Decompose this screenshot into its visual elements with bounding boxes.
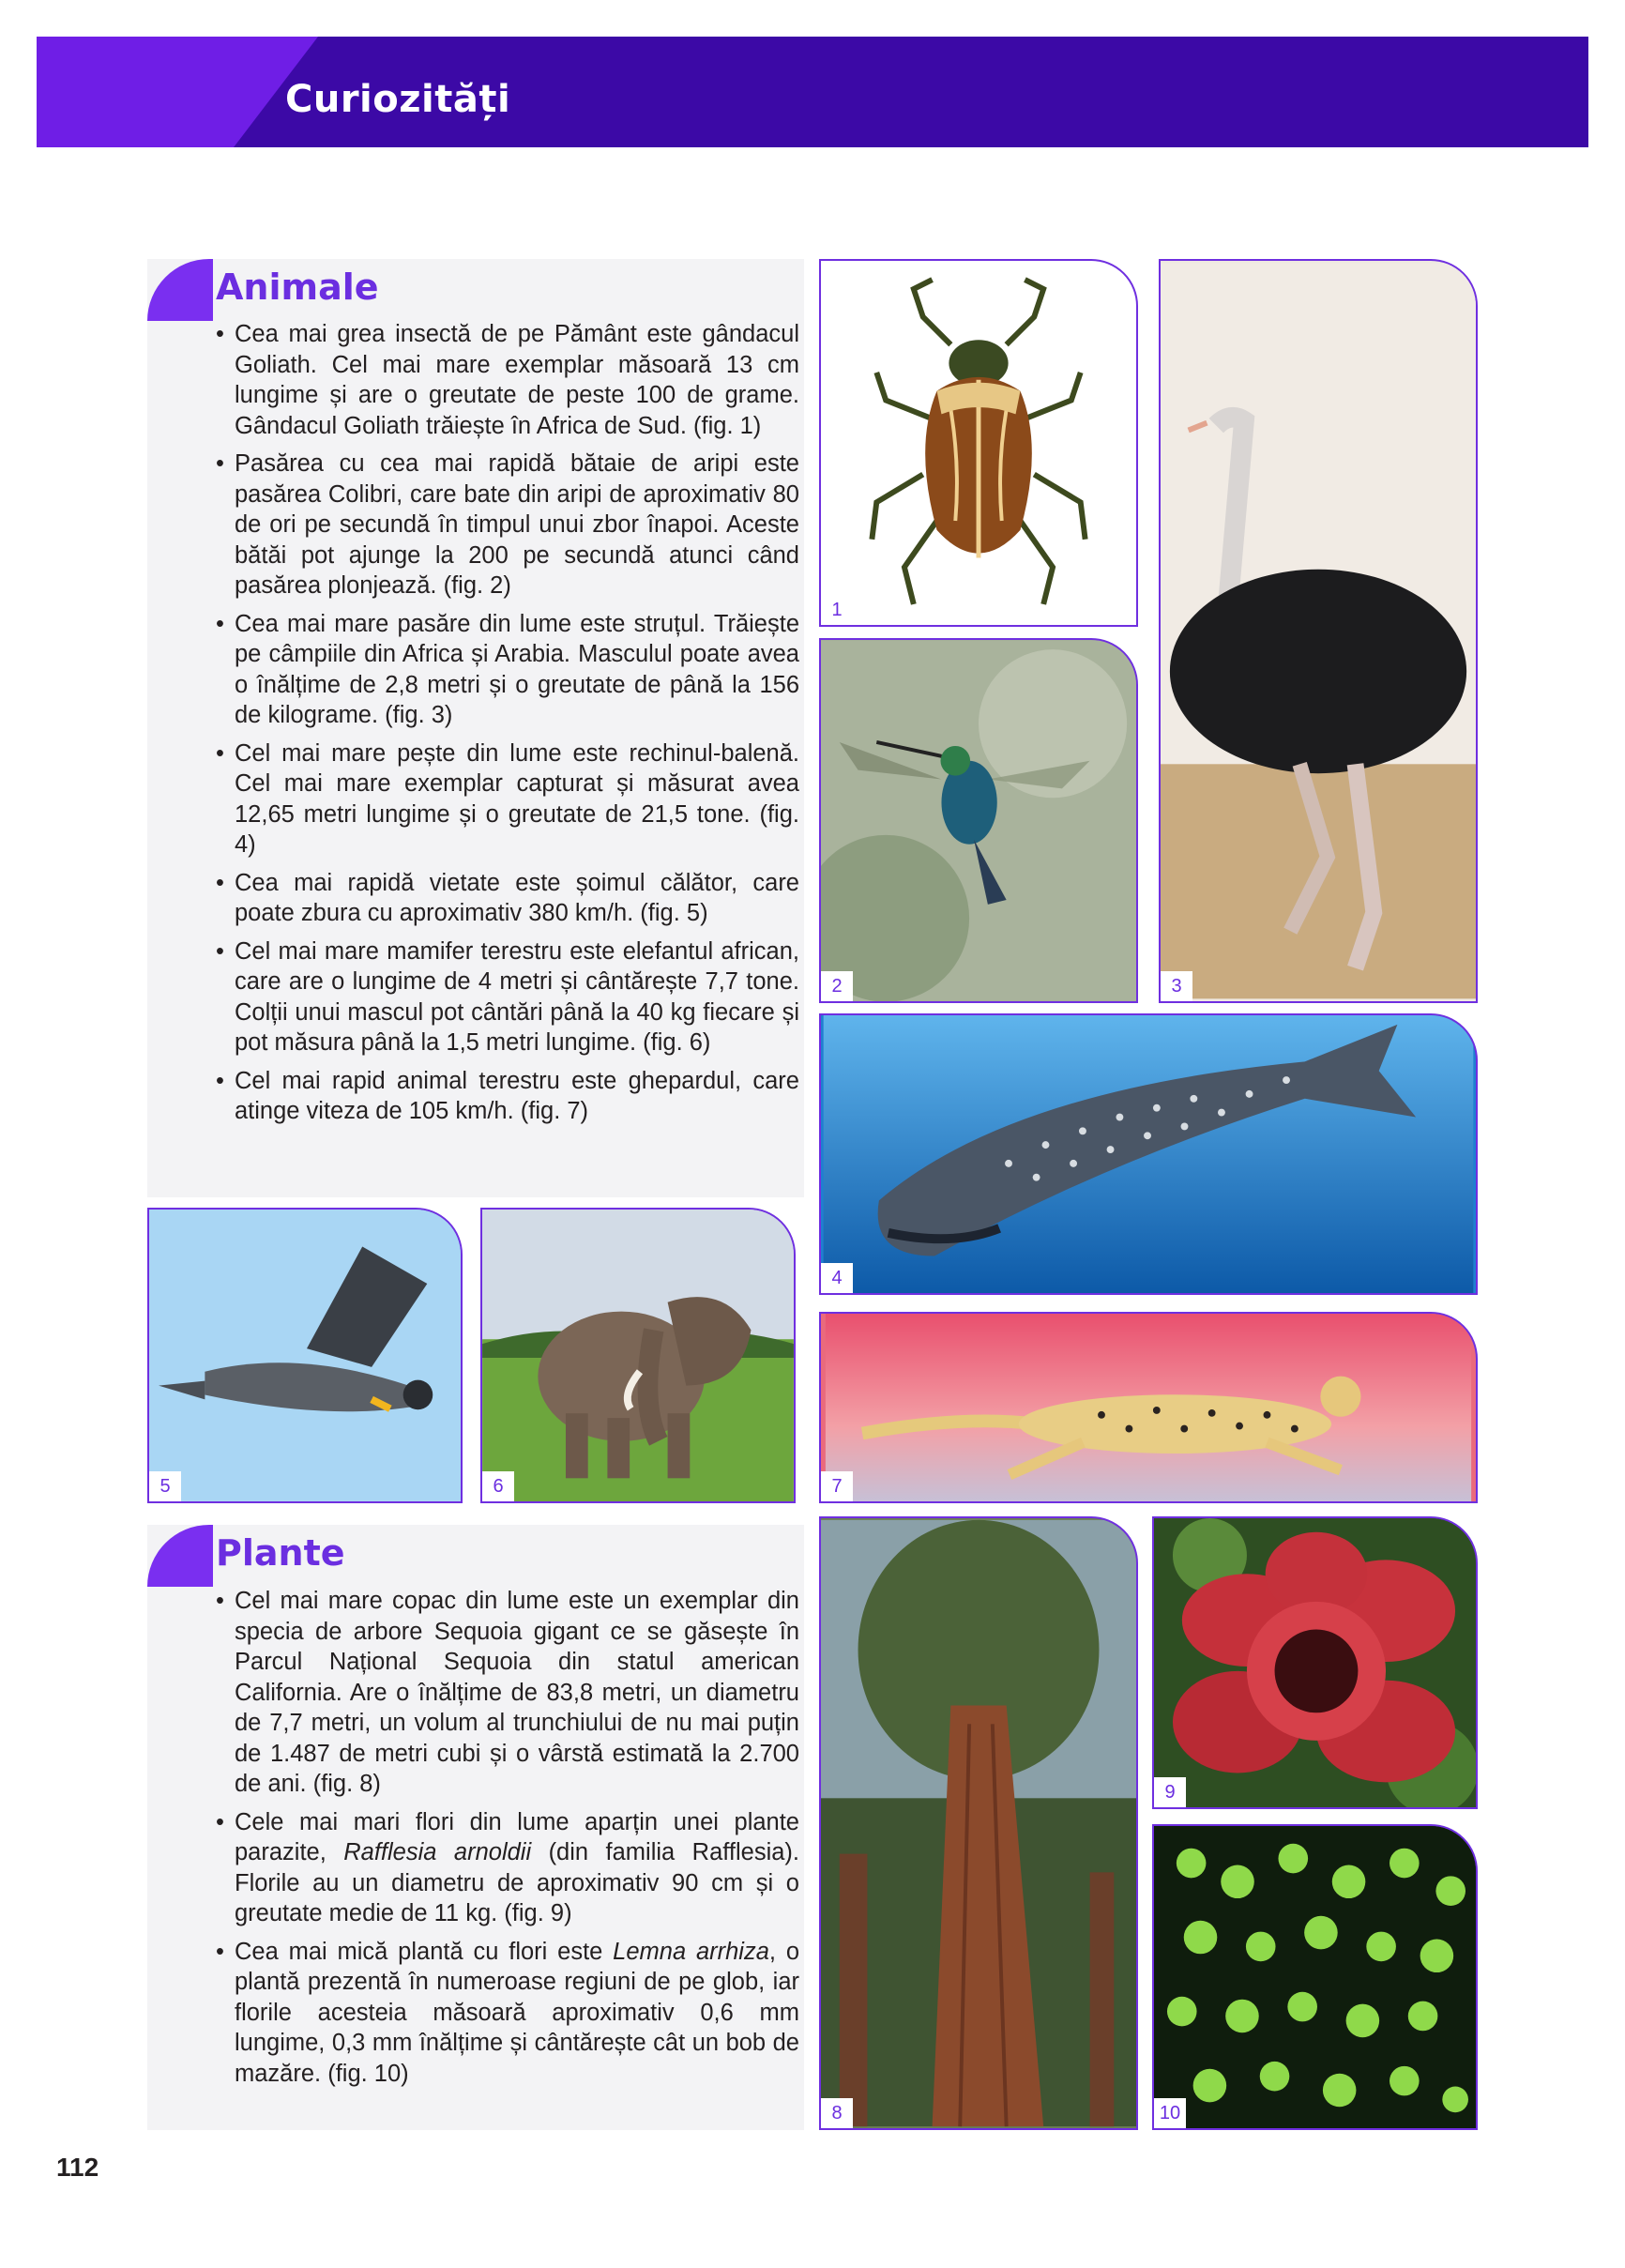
figure-number: 3	[1161, 971, 1192, 1001]
hummingbird-image	[821, 640, 1136, 1001]
animals-heading: Animale	[216, 266, 379, 308]
figure-8-sequoia	[819, 1516, 1138, 2130]
plants-heading: Plante	[216, 1532, 345, 1574]
list-item: • Cea mai grea insectă de pe Pământ este gândacul Goliath. Cel mai mare exemplar măsoară 13 cm lungime și are o greutate de peste 100 de grame. Gândacul Goliath trăiește în Africa de Sud. (fig. 1)	[216, 319, 799, 441]
figure-number: 6	[482, 1471, 514, 1501]
figure-number: 1	[821, 595, 853, 625]
list-item: • Cea mai mare pasăre din lume este struțul. Trăiește pe câmpiile din Africa și Arabia. Masculul poate avea o înălțime de 2,8 metri și o greutate de până la 156 de kilograme. (fig. 3)	[216, 609, 799, 731]
figure-number: 8	[821, 2098, 853, 2128]
figure-number: 2	[821, 971, 853, 1001]
figure-number: 4	[821, 1263, 853, 1293]
figure-2-hummingbird	[819, 638, 1138, 1003]
beetle-image	[821, 261, 1136, 625]
elephant-image	[482, 1210, 794, 1501]
banner-accent	[37, 37, 318, 147]
figure-number: 7	[821, 1471, 853, 1501]
rafflesia-image	[1154, 1518, 1476, 1807]
animals-list	[216, 319, 799, 1134]
list-item: • Cea mai mică plantă cu flori este Lemna arrhiza, o plantă prezentă în numeroase regiuni de pe glob, iar florile acesteia măsoară aproximativ 0,6 mm lungime, 0,3 mm înălțime și cântărește cât un bob de mazăre. (fig. 10)	[216, 1937, 799, 2090]
header-banner	[37, 37, 1588, 147]
figure-number: 10	[1154, 2098, 1186, 2128]
lemna-image	[1154, 1826, 1476, 2128]
page-title: Curiozități	[285, 78, 511, 121]
figure-number: 9	[1154, 1777, 1186, 1807]
plants-list	[216, 1586, 799, 2096]
figure-5-falcon	[147, 1208, 463, 1503]
list-item: • Pasărea cu cea mai rapidă bătaie de aripi este pasărea Colibri, care bate din aripi de aproximativ 80 de ori pe secundă în timpul unui zbor înapoi. Aceste bătăi pot ajunge la 200 pe secundă atunci când pasărea plonjează. (fig. 2)	[216, 449, 799, 601]
figure-6-elephant	[480, 1208, 796, 1503]
list-item: • Cel mai mare mamifer terestru este elefantul african, care are o lungime de 4 metri și cântărește 7,7 tone. Colții unui mascul pot cântări până la 40 kg fiecare și pot măsura până la 1,5 metri lungime. (fig. 6)	[216, 936, 799, 1058]
page-number: 112	[56, 2153, 99, 2182]
figure-9-rafflesia	[1152, 1516, 1478, 1809]
figure-7-cheetah	[819, 1312, 1478, 1503]
figure-3-ostrich	[1159, 259, 1478, 1003]
figure-4-whale-shark	[819, 1013, 1478, 1295]
list-item: • Cel mai mare pește din lume este rechinul-balenă. Cel mai mare exemplar capturat și măsurat avea 12,65 metri lungime și o greutate de 21,5 tone. (fig. 4)	[216, 738, 799, 860]
falcon-image	[149, 1210, 461, 1501]
whale-shark-image	[821, 1015, 1476, 1293]
list-item: • Cele mai mari flori din lume aparțin unei plante parazite, Rafflesia arnoldii (din familia Rafflesia). Florile au un diametru de aproximativ 90 cm și o greutate medie de 11 kg. (fig. 9)	[216, 1807, 799, 1929]
list-item: • Cel mai rapid animal terestru este ghepardul, care atinge viteza de 105 km/h. (fig. 7)	[216, 1066, 799, 1127]
ostrich-image	[1161, 261, 1476, 1001]
sequoia-image	[821, 1518, 1136, 2128]
cheetah-image	[821, 1314, 1476, 1501]
figure-1-beetle	[819, 259, 1138, 627]
figure-10-lemna	[1152, 1824, 1478, 2130]
list-item: • Cea mai rapidă vietate este șoimul călător, care poate zbura cu aproximativ 380 km/h. (fig. 5)	[216, 868, 799, 929]
list-item: • Cel mai mare copac din lume este un exemplar din specia de arbore Sequoia gigant ce se găsește în Parcul Național Sequoia din statul american California. Are o înălțime de 83,8 metri, un diametru de 7,7 metri, un volum al trunchiului de nu mai puțin de 1.487 de metri cubi și o vârstă estimată la 2.700 de ani. (fig. 8)	[216, 1586, 799, 1800]
figure-number: 5	[149, 1471, 181, 1501]
